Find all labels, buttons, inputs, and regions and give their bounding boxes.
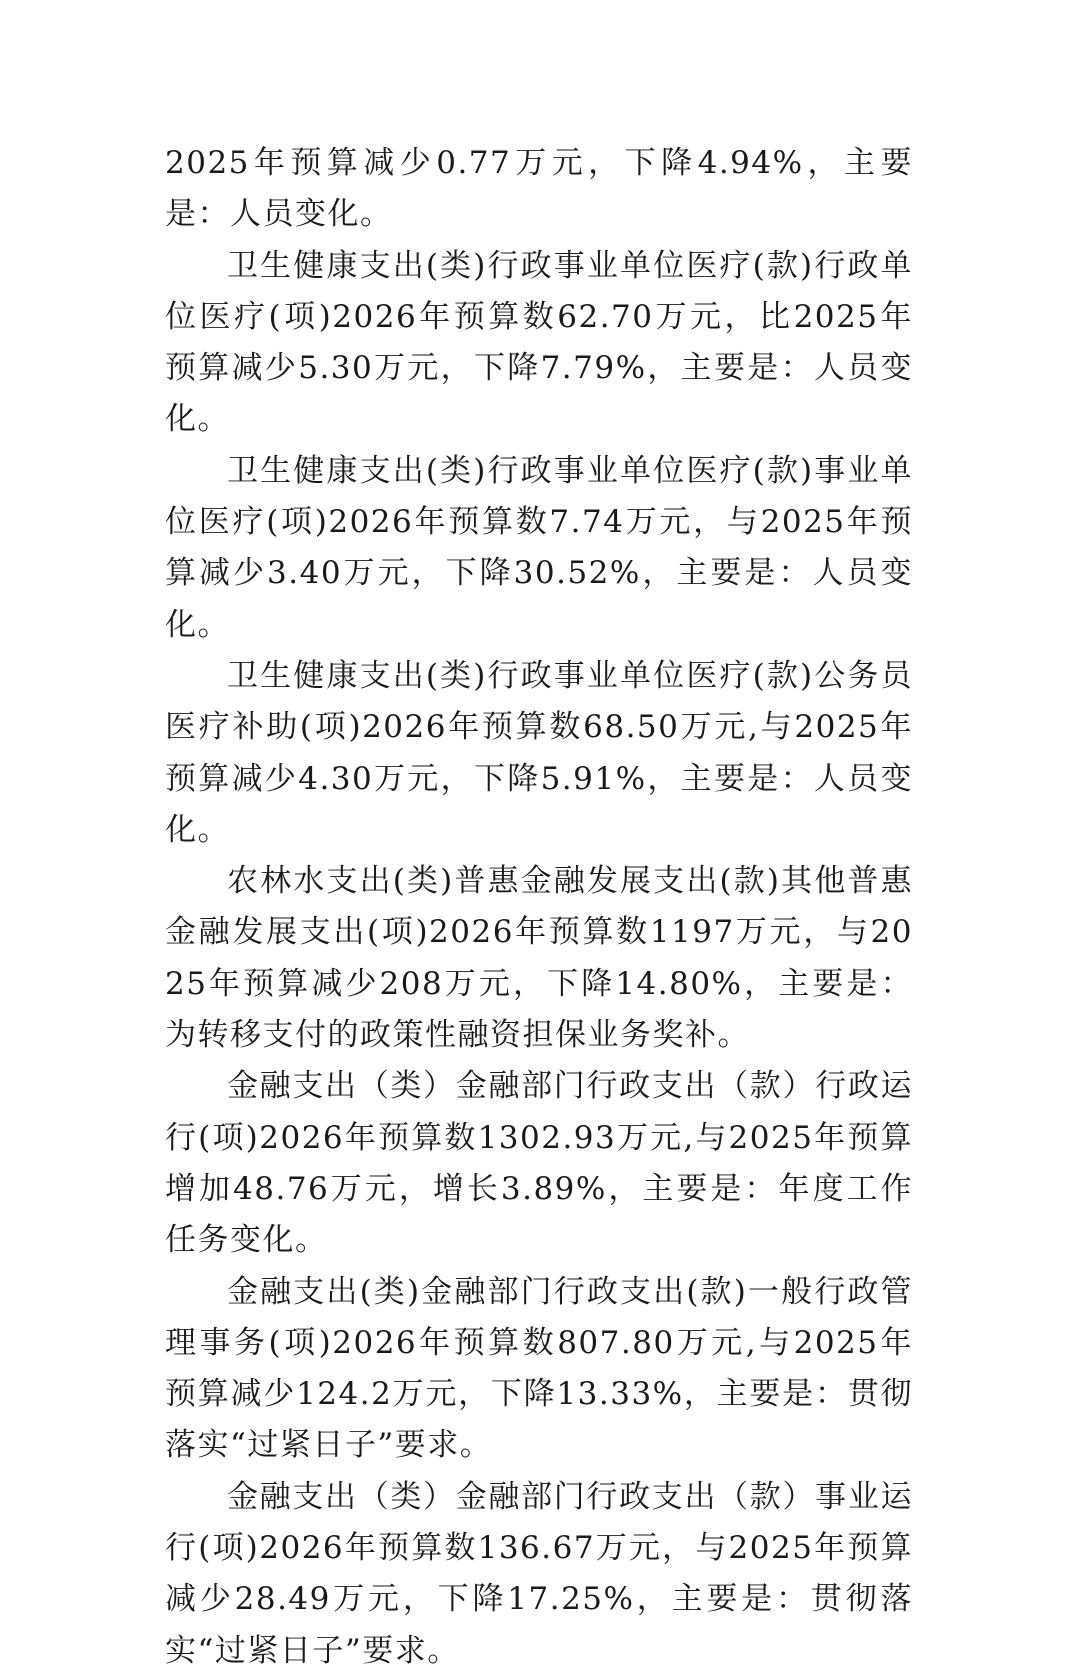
paragraph-4: 卫生健康支出(类)行政事业单位医疗(款)公务员医疗补助(项)2026年预算数68.50万元,与2025年预算减少4.30万元，下降5.91%，主要是：人员变化。 [165,657,913,848]
paragraph-7: 金融支出(类)金融部门行政支出(款)一般行政管理事务(项)2026年预算数807.80万元,与2025年预算减少124.2万元，下降13.33%，主要是：贯彻落实“过紧日子”要求。 [165,1273,913,1464]
paragraph-1: 2025年预算减少0.77万元，下降4.94%，主要是：人员变化。 [165,145,913,233]
paragraph-2: 卫生健康支出(类)行政事业单位医疗(款)行政单位医疗(项)2026年预算数62.70万元，比2025年预算减少5.30万元，下降7.79%，主要是：人员变化。 [165,247,913,438]
paragraph-6: 金融支出（类）金融部门行政支出（款）行政运行(项)2026年预算数1302.93万元,与2025年预算增加48.76万元，增长3.89%，主要是：年度工作任务变化。 [165,1068,913,1259]
document-body [165,138,913,1677]
paragraph-8: 金融支出（类）金融部门行政支出（款）事业运行(项)2026年预算数136.67万元，与2025年预算减少28.49万元，下降17.25%，主要是：贯彻落实“过紧日子”要求。 [165,1478,913,1669]
paragraph-3: 卫生健康支出(类)行政事业单位医疗(款)事业单位医疗(项)2026年预算数7.74万元，与2025年预算减少3.40万元，下降30.52%，主要是：人员变化。 [165,452,913,643]
paragraph-5: 农林水支出(类)普惠金融发展支出(款)其他普惠金融发展支出(项)2026年预算数1197万元，与2025年预算减少208万元，下降14.80%，主要是：为转移支付的政策性融资担保业务奖补。 [165,863,913,1054]
